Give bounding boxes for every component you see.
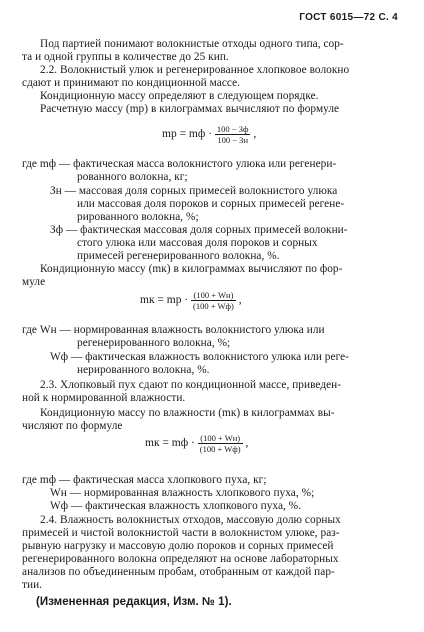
paragraph-line: числяют по формуле	[22, 420, 123, 432]
formula-left: mр = mф ·	[162, 128, 213, 141]
definition-line: примесей регенерированного волокна, %.	[77, 250, 280, 262]
formula-calc-mass	[162, 124, 256, 145]
page-header: ГОСТ 6015—72 С. 4	[299, 12, 398, 23]
paragraph-line: анализов по объединенным пробам, отобранным от каждой пар-	[22, 566, 335, 578]
definition-line: где mф — фактическая масса хлопкового пуха, кг;	[22, 474, 267, 486]
definition-line: стого улюка или массовая доля пороков и сорных	[77, 237, 318, 249]
paragraph-line: регенерированного волокна определяют на основе лабораторных	[22, 553, 339, 565]
definition-line: Зф — фактическая массовая доля сорных примесей волокни-	[50, 224, 348, 236]
formula-fraction	[215, 124, 251, 145]
definition-line: или массовая доля пороков и сорных примесей регене-	[77, 198, 345, 210]
definition-line: где Wн — нормированная влажность волокнистого улюка или	[22, 324, 325, 336]
definition-line: где mф — фактическая масса волокнистого улюка или регенери-	[22, 158, 337, 170]
definition-line: Wф — фактическая влажность волокнистого улюка или реге-	[50, 351, 349, 363]
formula-denominator: (100 + Wф)	[199, 444, 241, 454]
paragraph-line: 2.3. Хлопковый пух сдают по кондиционной массе, приведен-	[40, 379, 342, 391]
paragraph-line: примесей и чистой волокнистой части в волокнистом улюке, раз-	[22, 527, 340, 539]
definition-line: нерированного волокна, %.	[77, 364, 210, 376]
formula-cond-mass-fluff	[145, 433, 248, 454]
formula-end: ,	[253, 128, 257, 141]
paragraph-line: Кондиционную массу по влажности (mк) в килограммах вы-	[40, 407, 335, 419]
formula-denominator: 100 − Зн	[217, 135, 248, 145]
definition-line: рированного волокна, %;	[77, 211, 199, 223]
paragraph-line: ной к нормированной влажности.	[22, 392, 186, 404]
amendment-note: (Измененная редакция, Изм. № 1).	[36, 596, 232, 608]
formula-fraction	[191, 290, 236, 311]
paragraph-line: та и одной группы в количестве до 25 кип.	[22, 51, 229, 63]
paragraph-line: рывную нагрузку и массовую долю пороков и сорных примесей	[22, 540, 334, 552]
paragraph-line: Кондиционную массу (mк) в килограммах вычисляют по фор-	[40, 263, 343, 275]
formula-left: mк = mф ·	[145, 437, 195, 450]
formula-end: ,	[245, 437, 249, 450]
formula-denominator: (100 + Wф)	[193, 301, 234, 311]
paragraph-line: Под партией понимают волокнистые отходы одного типа, сор-	[40, 38, 344, 50]
formula-fraction	[198, 433, 243, 454]
formula-left: mк = mр ·	[140, 294, 189, 307]
paragraph-line: 2.2. Волокнистый улюк и регенерированное хлопковое волокно	[40, 64, 350, 76]
formula-numerator: (100 + Wн)	[198, 433, 243, 444]
definition-line: рованного волокна, кг;	[77, 171, 188, 183]
definition-line: регенерированного волокна, %;	[77, 337, 231, 349]
definition-line: Wн — нормированная влажность хлопкового пуха, %;	[50, 487, 315, 499]
paragraph-line: муле	[22, 276, 46, 288]
paragraph-line: сдают и принимают по кондиционной массе.	[22, 77, 241, 89]
paragraph-line: Расчетную массу (mр) в килограммах вычисляют по формуле	[40, 103, 340, 115]
formula-cond-mass	[140, 290, 242, 311]
formula-numerator: (100 + Wн)	[191, 290, 236, 301]
paragraph-line: 2.4. Влажность волокнистых отходов, массовую долю сорных	[40, 514, 341, 526]
definition-line: Зн — массовая доля сорных примесей волокнистого улюка	[50, 185, 338, 197]
paragraph-line: Кондиционную массу определяют в следующем порядке.	[40, 90, 319, 102]
paragraph-line: тии.	[22, 579, 43, 591]
definition-line: Wф — фактическая влажность хлопкового пуха, %.	[50, 500, 302, 512]
formula-numerator: 100 − Зф	[216, 124, 249, 134]
formula-end: ,	[238, 294, 242, 307]
